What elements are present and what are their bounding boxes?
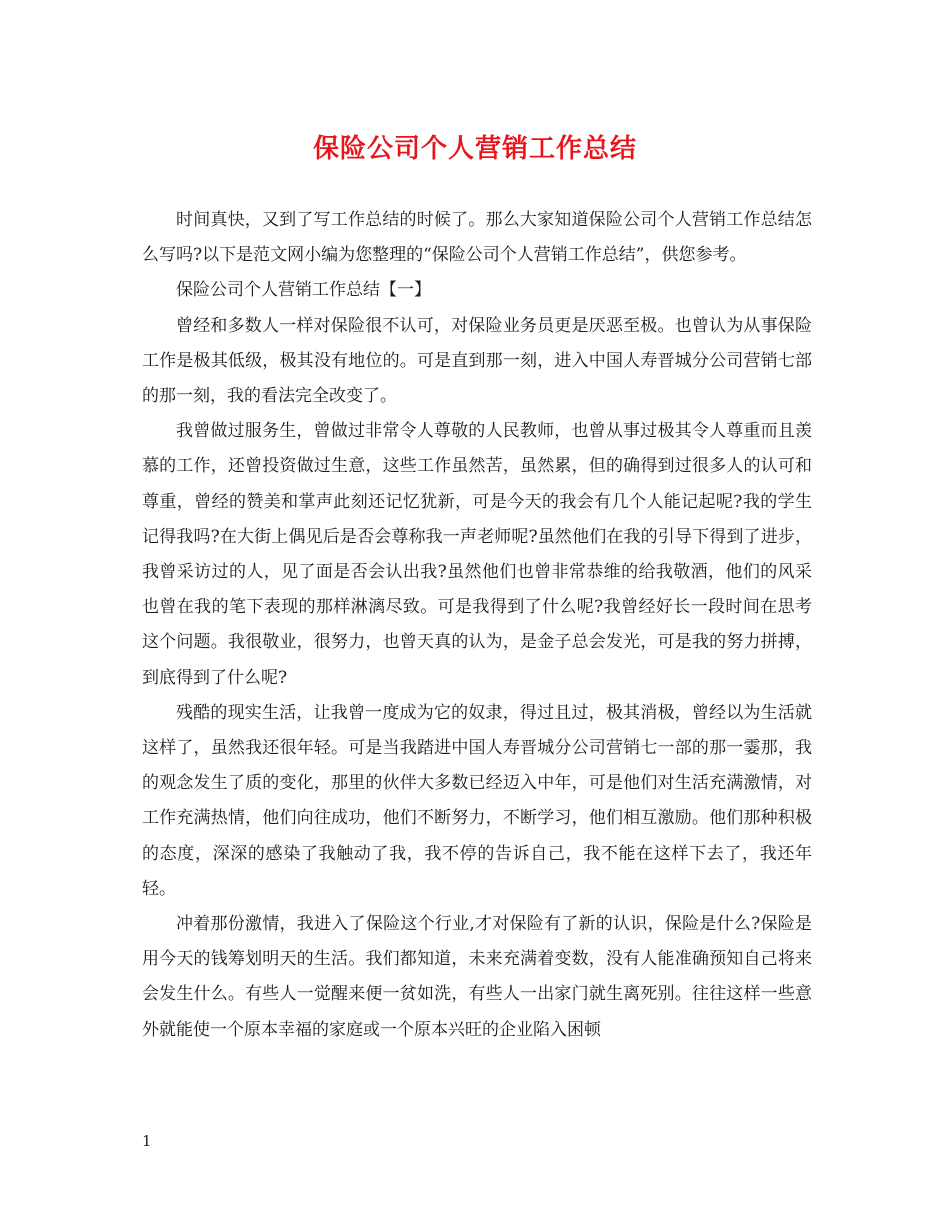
document-body [142,203,812,1048]
body-paragraph: 曾经和多数人一样对保险很不认可，对保险业务员更是厌恶至极。也曾认为从事保险工作是极其低级，极其没有地位的。可是直到那一刻，进入中国人寿晋城分公司营销七部的那一刻，我的看法完全改变了。 [142,315,812,407]
section-heading: 保险公司个人营销工作总结【一】 [176,280,431,301]
intro-paragraph: 时间真快，又到了写工作总结的时候了。那么大家知道保险公司个人营销工作总结怎么写吗?以下是范文网小编为您整理的“保险公司个人营销工作总结”，供您参考。 [142,210,812,266]
body-paragraph: 我曾做过服务生，曾做过非常令人尊敬的人民教师，也曾从事过极其令人尊重而且羡慕的工作，还曾投资做过生意，这些工作虽然苦，虽然累，但的确得到过很多人的认可和尊重，曾经的赞美和掌声此刻还记忆犹新，可是今天的我会有几个人能记起呢?我的学生记得我吗?在大街上偶见后是否会尊称我一声老师呢?虽然他们在我的引导下得到了进步，我曾采访过的人，见了面是否会认出我?虽然他们也曾非常恭维的给我敬酒，他们的风采也曾在我的笔下表现的那样淋漓尽致。可是我得到了什么呢?我曾经好长一段时间在思考这个问题。我很敬业，很努力，也曾天真的认为，是金子总会发光，可是我的努力拼搏，到底得到了什么呢? [142,421,812,688]
body-paragraph: 残酷的现实生活，让我曾一度成为它的奴隶，得过且过，极其消极，曾经以为生活就这样了，虽然我还很年轻。可是当我踏进中国人寿晋城分公司营销七一部的那一霎那，我的观念发生了质的变化，那里的伙伴大多数已经迈入中年，可是他们对生活充满激情，对工作充满热情，他们向往成功，他们不断努力，不断学习，他们相互激励。他们那种积极的态度，深深的感染了我触动了我，我不停的告诉自己，我不能在这样下去了，我还年轻。 [142,702,812,899]
body-paragraph: 冲着那份激情，我进入了保险这个行业,才对保险有了新的认识，保险是什么?保险是用今天的钱筹划明天的生活。我们都知道，未来充满着变数，没有人能准确预知自己将来会发生什么。有些人一觉醒来便一贫如洗，有些人一出家门就生离死别。往往这样一些意外就能使一个原本幸福的家庭或一个原本兴旺的企业陷入困顿 [142,914,812,1040]
page-number: 1 [142,1132,152,1150]
document-title: 保险公司个人营销工作总结 [312,134,637,164]
